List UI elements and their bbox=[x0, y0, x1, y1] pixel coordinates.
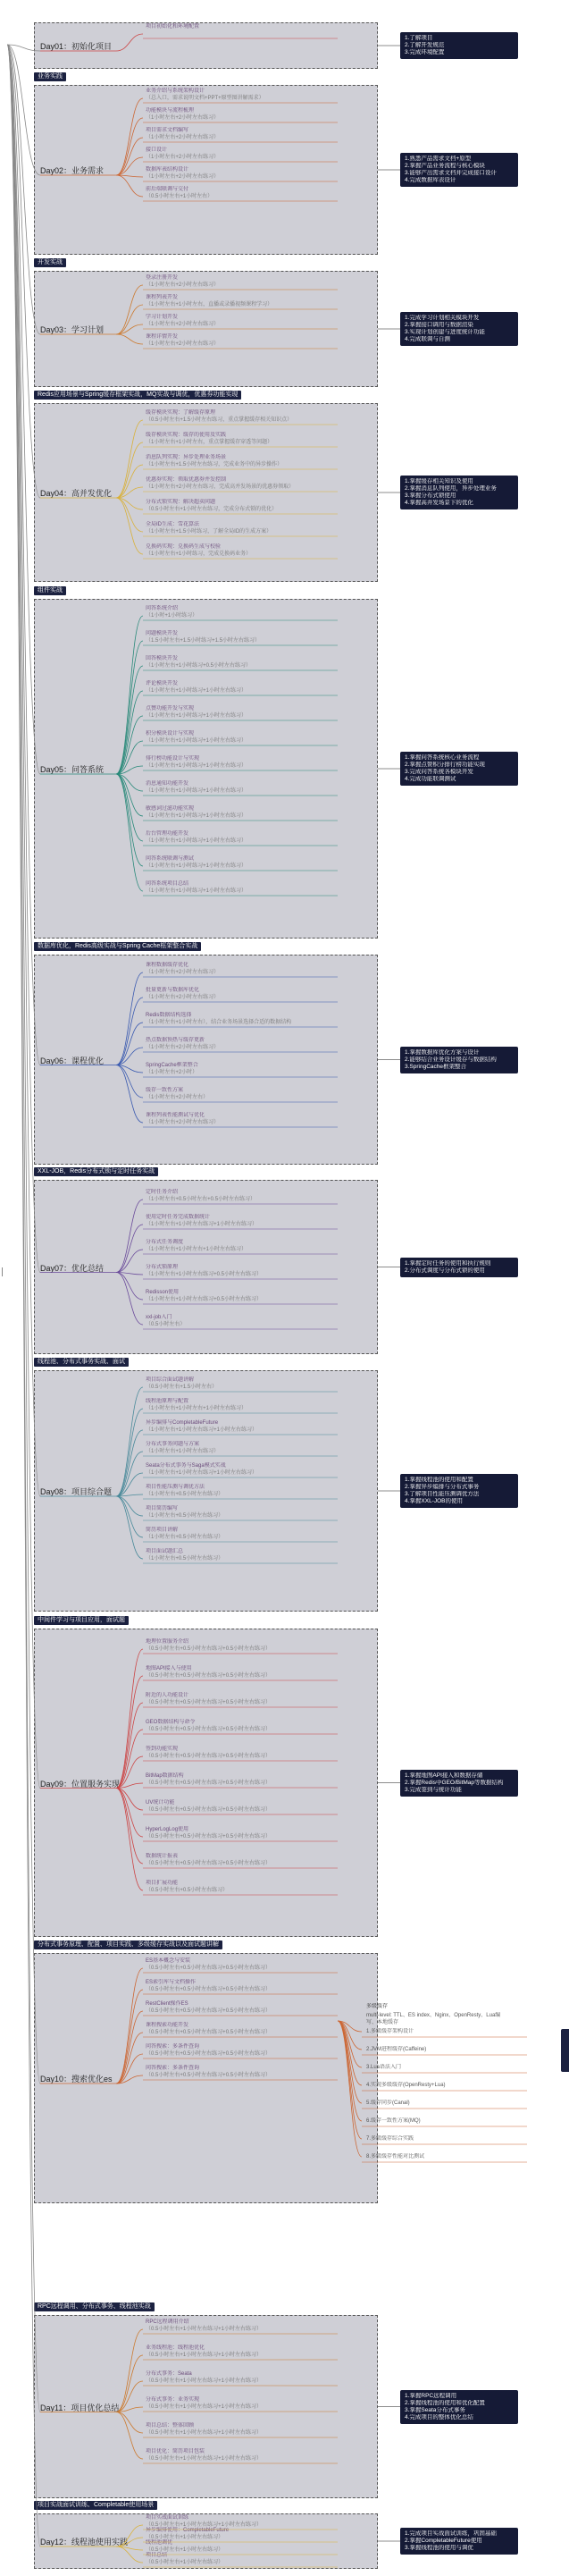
topic-link bbox=[116, 1250, 143, 1273]
topic-title: 定时任务介绍 bbox=[146, 1190, 179, 1195]
section-tag: 中间件学习与项目应用，面试题 bbox=[34, 1616, 129, 1625]
topic-title: 问答系统联调与测试 bbox=[146, 856, 195, 862]
topic-subtitle: （1小时左右+1小时左右），结合业务场景选择合适的数据结构 bbox=[146, 1020, 292, 1025]
topic-subtitle: （1小时左右+1小时练习+1小时左右练习） bbox=[146, 688, 247, 694]
topic-title: 项目初始化和环境配置 bbox=[146, 24, 200, 29]
goal-item: 3.掌握Seata分布式事务 bbox=[405, 2406, 465, 2413]
topic-subtitle: （1.5小时左右+1.5小时练习+1.5小时左右练习） bbox=[146, 638, 261, 644]
section-tag: Redis应用场景与Spring缓存框架实战，MQ实战与调优，优惠券功能实现 bbox=[34, 391, 241, 400]
topic-subtitle: （1小时左右+1小时练习+1小时左右练习） bbox=[146, 763, 247, 769]
sub-branch-link bbox=[338, 2021, 362, 2085]
day-title: Day05：问答系统 bbox=[40, 765, 105, 774]
topic-link bbox=[116, 175, 143, 197]
topic-link bbox=[116, 138, 143, 175]
topic-subtitle: （0.5小时左右+1小时左右） bbox=[146, 194, 213, 199]
topic-subtitle: （1小时左右+2小时左右练习） bbox=[146, 115, 220, 121]
goal-item: 1.掌握数据库优化方案与设计 bbox=[405, 1048, 480, 1056]
topic-link bbox=[116, 641, 143, 774]
topic-subtitle: （1小时左右+2小时） bbox=[146, 1070, 198, 1075]
topic-subtitle: （0.5小时左右+1小时左右练习，完成分布式锁的优化） bbox=[146, 507, 278, 512]
topic-subtitle: （0.5小时左右+1小时左右练习+1小时左右练习） bbox=[146, 2404, 263, 2410]
goal-item: 4.完成数据库表设计 bbox=[405, 177, 456, 183]
sub-branch-item: 3.Lua语法入门 bbox=[366, 2065, 402, 2070]
topic-title: 学习计划开发 bbox=[146, 315, 179, 320]
topic-title: 课程数据缓存优化 bbox=[146, 963, 189, 968]
topic-title: 项目简历编写 bbox=[146, 1506, 179, 1511]
topic-title: ES索引库与文档操作 bbox=[146, 1980, 197, 1985]
goal-item: 2.掌握产品业务流程与核心模块 bbox=[405, 163, 485, 169]
goal-item: 1.熟悉产品需求文档+原型 bbox=[405, 156, 472, 162]
topic-title: 批量更新与数据库优化 bbox=[146, 988, 200, 993]
topic-subtitle: （总入口，需求说明文档+PPT+原型图讲解需求） bbox=[146, 96, 264, 101]
topic-link bbox=[116, 774, 143, 816]
topic-title: SpringCache框架整合 bbox=[146, 1063, 198, 1068]
topic-title: 项目总结 bbox=[146, 2553, 168, 2558]
topic-link bbox=[116, 2547, 143, 2563]
topic-link bbox=[116, 998, 143, 1065]
goal-item: 4.掌握高并发场景下的优化 bbox=[405, 500, 473, 506]
topic-subtitle: （0.5小时左右+0.5小时左右练习+0.5小时左右练习） bbox=[146, 1861, 272, 1866]
topic-subtitle: （0.5小时左右+0.5小时左右练习+0.5小时左右练习） bbox=[146, 1966, 272, 1971]
sub-branch-item: 7.多级缓存综合实践 bbox=[366, 2136, 414, 2142]
topic-title: 异步编排与CompletableFuture bbox=[146, 1420, 219, 1426]
topic-subtitle: （0.5小时左右+1小时左右练习） bbox=[146, 2535, 224, 2540]
topic-title: 积分模块设计与实现 bbox=[146, 731, 195, 737]
sub-branch-item: 1.多级缓存架构设计 bbox=[366, 2029, 414, 2034]
goal-item: 2.掌握CompletableFuture使用 bbox=[405, 2538, 482, 2544]
topic-title: RestClient操作ES bbox=[146, 2001, 188, 2007]
topic-subtitle: （1小时左右+1小时左右练习+1小时左右练习） bbox=[146, 1222, 258, 1227]
topic-subtitle: （1小时左右+1小时左右练习+0.5小时左右练习） bbox=[146, 1272, 263, 1277]
topic-subtitle: （1小时左右+0.5小时左右练习） bbox=[146, 1492, 224, 1497]
topic-subtitle: （0.5小时左右+0.5小时左右练习+0.5小时左右练习） bbox=[146, 1834, 272, 1839]
topic-title: 热点数据预热与缓存更新 bbox=[146, 1038, 205, 1043]
trunk-line bbox=[7, 45, 40, 1789]
topic-title: 问答系统介绍 bbox=[146, 606, 179, 611]
topic-title: 地图API接入与使用 bbox=[146, 1666, 192, 1671]
topic-subtitle: （0.5小时左右+1.5小时左右练习，重点掌握缓存相关知识点） bbox=[146, 417, 293, 423]
topic-subtitle: （1小时左右+2小时左右练习） bbox=[146, 970, 220, 975]
topic-subtitle: （1小时左右+2小时左右练习） bbox=[146, 995, 220, 1000]
sub-branch-link bbox=[338, 2021, 362, 2157]
topic-subtitle: （1小时左右+2小时左右练习） bbox=[146, 135, 220, 140]
sub-branch-subheader: multi-level: TTL、ES index、Nginx、OpenResty、Lua编写、本地缓存 bbox=[366, 2013, 501, 2025]
topic-subtitle: （1小时左右+1小时练习+1小时左右练习） bbox=[146, 838, 247, 844]
topic-title: 分布式事务问题与方案 bbox=[146, 1442, 200, 1447]
topic-link bbox=[116, 1409, 143, 1496]
goal-item: 1.了解项目 bbox=[405, 35, 433, 41]
topic-link bbox=[116, 774, 143, 866]
topic-title: 消息队列实现：异步处理业务场景 bbox=[146, 455, 227, 460]
topic-subtitle: （1小时左右+1小时练习+1小时左右练习） bbox=[146, 788, 247, 794]
topic-subtitle: （1小时左右+1小时左右练习+1小时左右练习） bbox=[146, 1470, 258, 1476]
topic-title: 前后端联调与交付 bbox=[146, 187, 189, 192]
goal-item: 3.实现计划创建与进度统计功能 bbox=[405, 329, 485, 335]
topic-link bbox=[116, 98, 143, 175]
section-tag: 数据库优化，Redis高级实战与Spring Cache框架整合实战 bbox=[34, 942, 201, 951]
topic-title: ES基本概念与安装 bbox=[146, 1958, 191, 1964]
topic-title: 排行榜功能设计与实现 bbox=[146, 756, 200, 762]
topic-title: 优惠券实现：领取优惠券并发控制 bbox=[146, 477, 227, 483]
goal-item: 3.完成问答系统各模块开发 bbox=[405, 769, 473, 775]
topic-subtitle: （1小时左右+2小时左右练习） bbox=[146, 1120, 220, 1125]
topic-title: 接口设计 bbox=[146, 147, 168, 153]
topic-subtitle: （1小时左右+1.5小时练习，了解全局ID的生成方案） bbox=[146, 529, 272, 535]
topic-title: UV统计功能 bbox=[146, 1800, 175, 1806]
topic-link bbox=[116, 1273, 143, 1301]
topic-subtitle: （1小时左右+2小时左右练习） bbox=[146, 341, 220, 347]
goal-item: 1.掌握定时任务的使用和执行规则 bbox=[405, 1259, 491, 1267]
day-title: Day06：课程优化 bbox=[40, 1056, 105, 1065]
topic-title: 问答搜索：多条件查询 bbox=[146, 2066, 200, 2071]
goal-item: 1.掌握线程池的使用和配置 bbox=[405, 1477, 473, 1483]
sub-branch-link bbox=[338, 2021, 362, 2139]
topic-title: 回答模块开发 bbox=[146, 656, 179, 661]
topic-subtitle: （1小时左右+2小时左右练习） bbox=[146, 322, 220, 327]
topic-title: 项目扩展功能 bbox=[146, 1881, 179, 1886]
goal-item: 1.完成项目实战面试训练，巩固基础 bbox=[405, 2530, 497, 2537]
topic-title: 课程搜索功能开发 bbox=[146, 2023, 189, 2028]
topic-link bbox=[116, 334, 143, 344]
topic-subtitle: （0.5小时左右+0.5小时左右练习+0.5小时左右练习） bbox=[146, 1646, 272, 1652]
topic-title: 兑换码实现：兑换码生成与校验 bbox=[146, 544, 222, 550]
topic-link bbox=[116, 1649, 143, 1789]
topic-link bbox=[116, 1065, 143, 1124]
topic-subtitle: （0.5小时左右+0.5小时左右练习+0.5小时左右练习） bbox=[146, 1780, 272, 1786]
topic-subtitle: （0.5小时左右+1小时左右练习+1小时左右练习） bbox=[146, 2522, 263, 2528]
topic-link bbox=[116, 1789, 143, 1838]
sub-branch-item: 2.JVM进程缓存(Caffeine) bbox=[366, 2047, 427, 2052]
topic-subtitle: （1小时左右+2小时左右练习，完成高并发场景的优惠券领取） bbox=[146, 484, 295, 490]
topic-link bbox=[116, 616, 143, 774]
topic-title: 异步编排使用：CompletableFuture bbox=[146, 2528, 230, 2533]
topic-title: 业务线程池：线程池优化 bbox=[146, 2345, 205, 2351]
topic-subtitle: （0.5小时左右+1.5小时左右） bbox=[146, 1385, 218, 1390]
topic-subtitle: （1小时左右+2小时左右练习） bbox=[146, 282, 220, 288]
day-title: Day07：优化总结 bbox=[40, 1263, 105, 1273]
topic-title: 课程列表开发 bbox=[146, 295, 179, 300]
goal-item: 3.能够产出需求文档并完成接口设计 bbox=[405, 170, 497, 176]
topic-title: 缓存模块实现：了解缓存原理 bbox=[146, 410, 216, 416]
day-title: Day11：项目优化总结 bbox=[40, 2403, 120, 2412]
topic-subtitle: （1小时左右+1小时左右练习+1小时左右练习） bbox=[146, 1427, 258, 1433]
topic-subtitle: （0.5小时左右+0.5小时左右练习+0.5小时左右练习） bbox=[146, 2008, 272, 2014]
topic-title: 项目优化：简历项目包装 bbox=[146, 2449, 205, 2454]
topic-title: 问答搜索：多条件查询 bbox=[146, 2044, 200, 2050]
topic-title: BitMap数据结构 bbox=[146, 1773, 184, 1779]
topic-link bbox=[116, 2011, 143, 2084]
sub-branch-header: 多级缓存 bbox=[366, 2004, 389, 2009]
topic-subtitle: （0.5小时左右+0.5小时左右练习） bbox=[146, 1888, 229, 1893]
topic-subtitle: （1小时左右+1小时练习，完成兑换码业务） bbox=[146, 551, 252, 557]
goal-item: 3.SpringCache框架整合 bbox=[405, 1063, 466, 1070]
topic-subtitle: （1小时左右+1小时左右+1小时左右练习） bbox=[146, 1247, 247, 1252]
topic-link bbox=[116, 1496, 143, 1537]
topic-title: 项目性能压测与调优方法 bbox=[146, 1485, 205, 1490]
goal-item: 4.完成项目的整体优化总结 bbox=[405, 2413, 473, 2420]
topic-title: 使用定时任务完成数据统计 bbox=[146, 1215, 211, 1220]
topic-subtitle: （0.5小时左右） bbox=[146, 1322, 186, 1327]
topic-title: 点赞功能开发与实现 bbox=[146, 706, 195, 711]
trunk-line bbox=[7, 45, 40, 2084]
topic-link bbox=[116, 1789, 143, 1891]
topic-subtitle: （0.5小时左右+0.5小时左右练习+0.5小时左右练习） bbox=[146, 1673, 272, 1679]
goal-item: 2.能够结合业务设计缓存与数据结构 bbox=[405, 1056, 497, 1063]
topic-subtitle: （0.5小时左右+0.5小时左右练习+0.5小时左右练习） bbox=[146, 2073, 272, 2078]
section-tag: 组件实战 bbox=[34, 586, 66, 595]
topic-subtitle: （1小时左右+2小时左右练习） bbox=[146, 1045, 220, 1050]
topic-subtitle: （1小时左右+1小时练习+0.5小时左右练习） bbox=[146, 663, 252, 669]
topic-subtitle: （0.5小时左右+1小时左右练习） bbox=[146, 2547, 224, 2553]
topic-title: 消息通知功能开发 bbox=[146, 781, 189, 787]
day-title: Day04：高并发优化 bbox=[40, 489, 113, 498]
goal-item: 1.掌握缓存相关知识及使用 bbox=[405, 478, 473, 484]
topic-subtitle: （1小时左右+1小时练习+1小时左右练习） bbox=[146, 863, 247, 869]
topic-title: 分布式任务调度 bbox=[146, 1240, 184, 1245]
topic-link bbox=[116, 691, 143, 774]
topic-title: 附近的人功能设计 bbox=[146, 1693, 189, 1698]
topic-title: 分布式锁实现：解决超卖问题 bbox=[146, 500, 216, 505]
topic-subtitle: （0.5小时左右+0.5小时左右练习+0.5小时左右练习） bbox=[146, 2030, 272, 2035]
topic-subtitle: （1小时+1小时练习） bbox=[146, 613, 198, 619]
goal-item: 1.掌握地图API接入和数据存储 bbox=[405, 1772, 483, 1779]
topic-title: 课程列表性能测试与优化 bbox=[146, 1113, 205, 1118]
topic-subtitle: （0.5小时左右+1小时左右练习+1小时左右练习） bbox=[146, 2430, 263, 2436]
topic-link bbox=[116, 285, 143, 334]
topic-subtitle: （1小时左右+2小时左右） bbox=[146, 1095, 209, 1100]
day-title: Day09：位置服务实现 bbox=[40, 1779, 121, 1789]
topic-link bbox=[116, 2525, 143, 2547]
topic-title: 分布式事务：Seata bbox=[146, 2371, 192, 2377]
topic-link bbox=[116, 2355, 143, 2412]
goal-item: 3.了解项目性能压测调优方法 bbox=[405, 1491, 480, 1497]
day-title: Day01：初始化项目 bbox=[40, 42, 113, 51]
topic-subtitle: （1小时左右+0.5小时左右练习） bbox=[146, 1535, 224, 1540]
topic-link bbox=[116, 1023, 143, 1065]
topic-title: 数据库表结构设计 bbox=[146, 167, 189, 173]
topic-title: 问答系统项目总结 bbox=[146, 881, 189, 887]
topic-title: 分布式事务：业务实现 bbox=[146, 2397, 200, 2403]
sub-branch-item: 4.实现多级缓存(OpenResty+Lua) bbox=[366, 2083, 446, 2088]
topic-title: 分布式锁原理 bbox=[146, 1265, 179, 1270]
topic-subtitle: （0.5小时左右+0.5小时左右练习+0.5小时左右练习） bbox=[146, 1754, 272, 1759]
goal-item: 2.了解开发规范 bbox=[405, 42, 445, 48]
goal-item: 1.完成学习计划相关模块开发 bbox=[405, 315, 480, 321]
day-title: Day10：搜索优化es bbox=[40, 2075, 113, 2084]
goal-item: 4.掌握XXL-JOB的使用 bbox=[405, 1498, 464, 1504]
topic-title: 项目实战面试训练 bbox=[146, 2515, 189, 2521]
topic-link bbox=[116, 442, 143, 498]
topic-title: 线程池调优 bbox=[146, 2540, 173, 2546]
goal-item: 1.掌握RPC远程调用 bbox=[405, 2392, 457, 2399]
sub-branch-item: 5.缓存同步(Canal) bbox=[366, 2100, 410, 2106]
topic-title: RPC远程调用介绍 bbox=[146, 2319, 189, 2325]
topic-subtitle: （1小时左右+1小时练习+1小时左右练习） bbox=[146, 738, 247, 744]
topic-title: 缓存一致性方案 bbox=[146, 1088, 184, 1093]
topic-title: GEO数据结构与命令 bbox=[146, 1720, 196, 1725]
topic-subtitle: （0.5小时左右+1小时左右练习） bbox=[146, 2560, 224, 2565]
topic-subtitle: （0.5小时左右+0.5小时左右练习+0.5小时左右练习） bbox=[146, 1727, 272, 1732]
topic-subtitle: （0.5小时左右+1小时左右练习+1小时左右练习） bbox=[146, 2327, 263, 2332]
topic-link bbox=[116, 1387, 143, 1496]
topic-title: 评论模块开发 bbox=[146, 681, 179, 686]
goal-item: 2.掌握Redis中GEO/BitMap等数据结构 bbox=[405, 1779, 504, 1786]
topic-title: 敏感词过滤功能实现 bbox=[146, 806, 195, 812]
topic-link bbox=[116, 34, 143, 51]
topic-subtitle: （0.5小时左右+1小时左右练习+1小时左右练习） bbox=[146, 2378, 263, 2384]
topic-link bbox=[116, 1225, 143, 1273]
topic-title: Seata分布式事务与Saga模式实战 bbox=[146, 1463, 226, 1469]
topic-link bbox=[116, 2412, 143, 2460]
topic-link bbox=[116, 1496, 143, 1516]
topic-subtitle: （1小时左右+0.5小时左右练习） bbox=[146, 1556, 224, 1562]
topic-link bbox=[116, 2329, 143, 2412]
topic-link bbox=[116, 2412, 143, 2434]
topic-title: 线程池原理与配置 bbox=[146, 1399, 189, 1404]
goal-item: 3.完成环境配置 bbox=[405, 49, 445, 55]
topic-link bbox=[116, 1730, 143, 1789]
goal-item: 1.掌握问答系统核心业务流程 bbox=[405, 754, 480, 761]
topic-link bbox=[116, 498, 143, 554]
topic-title: 问题模块开发 bbox=[146, 631, 179, 636]
topic-subtitle: （1小时左右+2小时左右练习） bbox=[146, 174, 220, 180]
topic-subtitle: （1小时左右+1小时练习+1小时左右练习） bbox=[146, 813, 247, 819]
topic-subtitle: （0.5小时左右+1小时左右练习+1小时左右练习） bbox=[146, 2456, 263, 2462]
topic-title: 全局ID生成：雪花算法 bbox=[146, 522, 200, 527]
topic-title: 登录注册开发 bbox=[146, 275, 179, 281]
topic-subtitle: （0.5小时左右+0.5小时左右练习+0.5小时左右练习） bbox=[146, 1807, 272, 1813]
goal-item: 3.掌握分布式锁使用 bbox=[405, 492, 456, 499]
sub-branch-item: 6.缓存一致性方案(MQ) bbox=[366, 2118, 421, 2124]
goal-item: 4.完成功能联调测试 bbox=[405, 776, 456, 782]
topic-link bbox=[116, 716, 143, 774]
topic-link bbox=[116, 2538, 143, 2547]
topic-subtitle: （0.5小时左右+0.5小时左右练习+0.5小时左右练习） bbox=[146, 2051, 272, 2057]
topic-title: 课程详情开发 bbox=[146, 334, 179, 340]
topic-link bbox=[116, 972, 143, 1065]
goal-item: 2.掌握异步编排与分布式事务 bbox=[405, 1484, 480, 1490]
goal-item: 2.分布式调度与分布式锁的使用 bbox=[405, 1267, 485, 1274]
topic-title: Redis数据结构选择 bbox=[146, 1013, 192, 1018]
topic-subtitle: （1小时左右+1小时左右练习+0.5小时左右练习） bbox=[146, 1297, 263, 1302]
goal-item: 2.掌握点赞积分排行榜功能实现 bbox=[405, 762, 485, 768]
topic-link bbox=[116, 774, 143, 891]
topic-title: 业务介绍与系统架构设计 bbox=[146, 88, 205, 94]
topic-subtitle: （1小时左右+1小时左右练习） bbox=[146, 1449, 220, 1454]
topic-link bbox=[116, 1968, 143, 2084]
section-tag: 线程池、分布式事务实战、面试 bbox=[34, 1358, 129, 1367]
topic-title: 数据统计报表 bbox=[146, 1854, 179, 1859]
topic-title: 后台管理功能开发 bbox=[146, 831, 189, 837]
topic-title: 功能模块与流程梳理 bbox=[146, 108, 195, 114]
section-tag: 项目实战面试训练、Completable使用场景 bbox=[34, 2501, 157, 2510]
section-tag: 开发实战 bbox=[34, 258, 66, 267]
topic-subtitle: （0.5小时左右+0.5小时左右练习+0.5小时左右练习） bbox=[146, 1700, 272, 1705]
topic-title: HyperLogLog使用 bbox=[146, 1827, 189, 1832]
section-tag: XXL-JOB，Redis分布式锁与定时任务实战 bbox=[34, 1167, 158, 1176]
topic-title: 项目面试题汇总 bbox=[146, 1549, 184, 1554]
goal-item: 2.掌握消息队列使用，异步处理业务 bbox=[405, 485, 497, 492]
goal-item: 3.完成签到与统计功能 bbox=[405, 1786, 462, 1793]
topic-subtitle: （0.5小时左右+0.5小时左右练习+0.5小时左右练习） bbox=[146, 1987, 272, 1992]
day-title: Day08：项目综合题 bbox=[40, 1487, 113, 1496]
topic-link bbox=[116, 420, 143, 498]
section-tag: 业务实践 bbox=[34, 72, 66, 81]
topic-title: 项目总结：整体回顾 bbox=[146, 2423, 195, 2429]
topic-title: 简历项目讲解 bbox=[146, 1528, 179, 1533]
topic-subtitle: （1小时左右+1.5小时左右练习，完成业务中的异步操作） bbox=[146, 462, 283, 467]
topic-subtitle: （1小时左右+2小时左右练习） bbox=[146, 155, 220, 160]
day-title: Day12：线程池使用实践 bbox=[40, 2538, 129, 2547]
topic-subtitle: （1小时左右+0.5小时左右+0.5小时左右练习） bbox=[146, 1197, 256, 1202]
goal-item: 3.掌握线程池的使用与调优 bbox=[405, 2545, 473, 2551]
section-tag: RPC远程调用、分布式事务、线程池实战 bbox=[34, 2302, 155, 2311]
goal-item: 4.完成联调与自测 bbox=[405, 336, 450, 342]
topic-title: 项目综合面试题讲解 bbox=[146, 1377, 195, 1383]
goal-item: 2.掌握线程池的使用和优化配置 bbox=[405, 2399, 485, 2406]
topic-subtitle: （1小时左右+1小时左右，直播或录播视频课程学习） bbox=[146, 302, 273, 307]
topic-title: 签到功能实现 bbox=[146, 1747, 179, 1752]
topic-subtitle: （1小时左右+1小时左右+1小时左右练习） bbox=[146, 1406, 247, 1411]
day-title: Day03：学习计划 bbox=[40, 325, 105, 334]
topic-subtitle: （0.5小时左右+1小时左右练习+1小时左右练习） bbox=[146, 2353, 263, 2358]
topic-title: 地理位置服务介绍 bbox=[146, 1639, 189, 1645]
topic-title: xxl-job入门 bbox=[146, 1315, 172, 1320]
topic-subtitle: （1小时左右+0.5小时左右练习） bbox=[146, 1513, 224, 1519]
topic-title: 缓存模块实现：缓存的使用及实践 bbox=[146, 433, 227, 438]
topic-subtitle: （1小时左右+1小时练习+1小时左右练习） bbox=[146, 888, 247, 894]
topic-title: Redisson使用 bbox=[146, 1290, 180, 1295]
topic-title: 项目需求文档编写 bbox=[146, 128, 189, 133]
section-tag: 分布式事务原理、配置、项目实践、多级缓存实战以及面试题讲解 bbox=[34, 1940, 222, 1949]
topic-subtitle: （1小时左右+1小时练习+1小时左右练习） bbox=[146, 713, 247, 719]
topic-subtitle: （1小时左右+1小时左右，重点掌握缓存穿透等问题） bbox=[146, 440, 273, 445]
goal-item: 2.掌握接口调用与数据渲染 bbox=[405, 322, 473, 328]
day-title: Day02：业务需求 bbox=[40, 166, 105, 175]
sub-branch-item: 8.多级缓存性能对比测试 bbox=[366, 2154, 425, 2159]
